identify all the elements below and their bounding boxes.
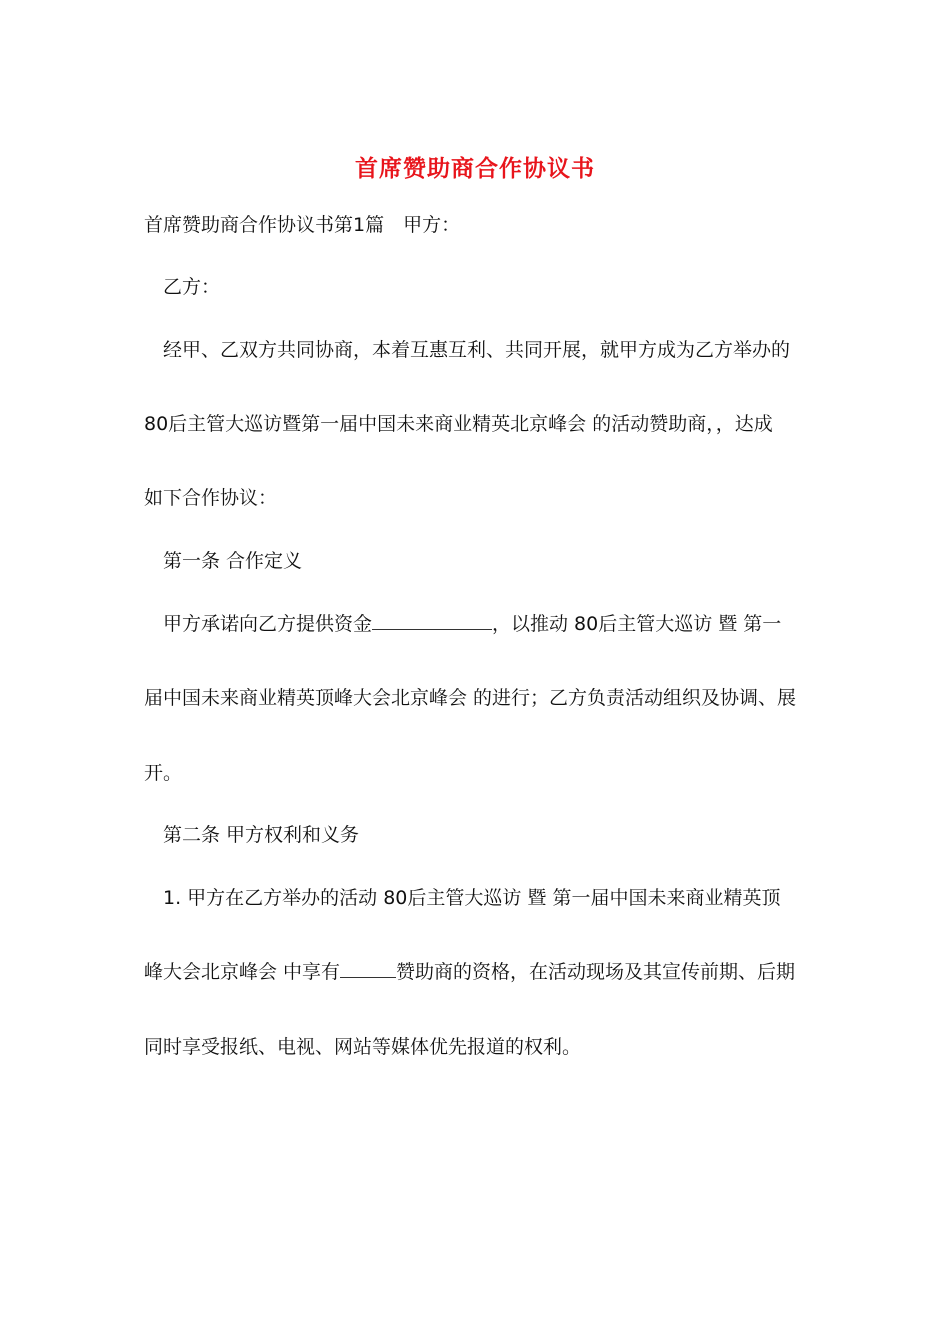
paragraph-line-1: 首席赞助商合作协议书第1篇 甲方： xyxy=(144,214,461,236)
paragraph-text: 赞助商的资格，在活动现场及其宣传前期、后期 xyxy=(396,961,796,983)
paragraph-text: ，以推动 80后主管大巡访 暨 第一 xyxy=(492,613,782,635)
paragraph-line-9: 开。 xyxy=(144,762,183,784)
paragraph-text: 甲方承诺向乙方提供资金 xyxy=(163,613,373,635)
paragraph-line-8: 届中国未来商业精英顶峰大会北京峰会 的进行；乙方负责活动组织及协调、展 xyxy=(144,687,797,709)
paragraph-line-4: 80后主管大巡访暨第一届中国未来商业精英北京峰会 的活动赞助商，，达成 xyxy=(144,413,773,435)
paragraph-line-13: 同时享受报纸、电视、网站等媒体优先报道的权利。 xyxy=(144,1036,582,1058)
paragraph-line-12 xyxy=(144,958,814,986)
paragraph-text: 峰大会北京峰会 中享有 xyxy=(144,961,341,983)
paragraph-line-3: 经甲、乙双方共同协商，本着互惠互利、共同开展，就甲方成为乙方举办的 xyxy=(163,339,791,361)
paragraph-line-11: 1. 甲方在乙方举办的活动 80后主管大巡访 暨 第一届中国未来商业精英顶 xyxy=(163,887,781,909)
section-heading-1: 第一条 合作定义 xyxy=(163,550,303,572)
paragraph-line-2: 乙方： xyxy=(163,276,221,298)
document-title: 首席赞助商合作协议书 xyxy=(355,156,595,182)
fill-in-blank-sponsor-level xyxy=(340,959,396,978)
fill-in-blank-amount xyxy=(372,611,492,630)
section-heading-2: 第二条 甲方权利和义务 xyxy=(163,824,360,846)
paragraph-line-7 xyxy=(144,610,833,638)
paragraph-line-5: 如下合作协议： xyxy=(144,487,278,509)
